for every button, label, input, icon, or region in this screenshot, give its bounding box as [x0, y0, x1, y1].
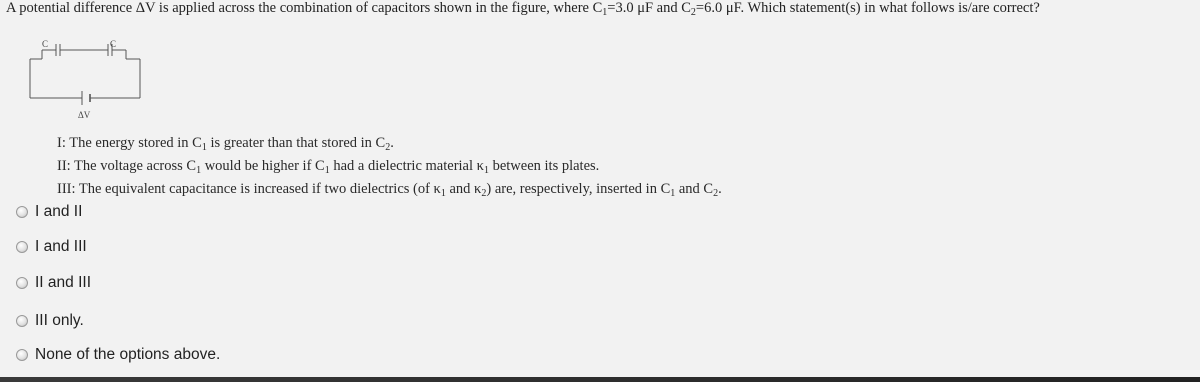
- radio-button[interactable]: [16, 349, 28, 361]
- radio-button[interactable]: [16, 277, 28, 289]
- subscript: 1: [602, 7, 608, 18]
- text-segment: would be higher if C: [201, 158, 325, 174]
- text-segment: I: The energy stored in C: [57, 135, 202, 151]
- option-i-and-ii[interactable]: [16, 201, 82, 223]
- subscript: 2: [385, 142, 391, 153]
- radio-button[interactable]: [16, 315, 28, 327]
- text-segment: II: The voltage across C: [57, 158, 197, 174]
- subscript: 1: [483, 165, 489, 176]
- subscript: 1: [324, 165, 330, 176]
- text-segment: and κ: [445, 181, 482, 197]
- option-label: I and III: [35, 238, 87, 255]
- text-segment: .: [718, 181, 722, 197]
- delta-v-label: ΔV: [78, 110, 91, 120]
- statement-2: [57, 155, 722, 178]
- text-segment: is greater than that stored in C: [206, 135, 386, 151]
- text-segment: and C: [675, 181, 714, 197]
- subscript: 1: [201, 142, 207, 153]
- option-label: II and III: [35, 274, 92, 291]
- window-bottom-edge: [0, 377, 1200, 382]
- subscript: 1: [670, 188, 676, 199]
- subscript: 1: [440, 188, 446, 199]
- option-i-and-iii[interactable]: [16, 236, 87, 258]
- radio-button[interactable]: [16, 241, 28, 253]
- option-label: III only.: [35, 312, 84, 329]
- text-segment: =3.0 μF and C: [607, 0, 691, 16]
- radio-button[interactable]: [16, 206, 28, 218]
- capacitor-circuit-diagram: [20, 38, 160, 122]
- subscript: 2: [481, 188, 487, 199]
- statement-3: [57, 178, 722, 201]
- subscript: 2: [713, 188, 719, 199]
- c1-label: C: [42, 39, 49, 49]
- option-label: I and II: [35, 203, 83, 220]
- text-segment: ) are, respectively, inserted in C: [486, 181, 671, 197]
- text-segment: .: [390, 135, 394, 151]
- text-segment: between its plates.: [488, 158, 600, 174]
- text-segment: A potential difference ΔV is applied across the combination of capacitors shown in the figure, where C: [6, 0, 603, 16]
- subscript: 2: [690, 7, 696, 18]
- c2-label: C: [110, 39, 117, 49]
- option-none[interactable]: [16, 344, 220, 366]
- text-segment: =6.0 μF. Which statement(s) in what follows is/are correct?: [695, 0, 1040, 16]
- text-segment: III: The equivalent capacitance is increased if two dielectrics (of κ: [57, 181, 441, 197]
- option-iii-only[interactable]: [16, 310, 84, 332]
- question-text: [6, 0, 1196, 17]
- statement-1: [57, 132, 722, 155]
- option-label: None of the options above.: [35, 346, 221, 363]
- option-ii-and-iii[interactable]: [16, 272, 91, 294]
- subscript: 1: [196, 165, 202, 176]
- text-segment: had a dielectric material κ: [329, 158, 484, 174]
- statements-list: [57, 132, 722, 201]
